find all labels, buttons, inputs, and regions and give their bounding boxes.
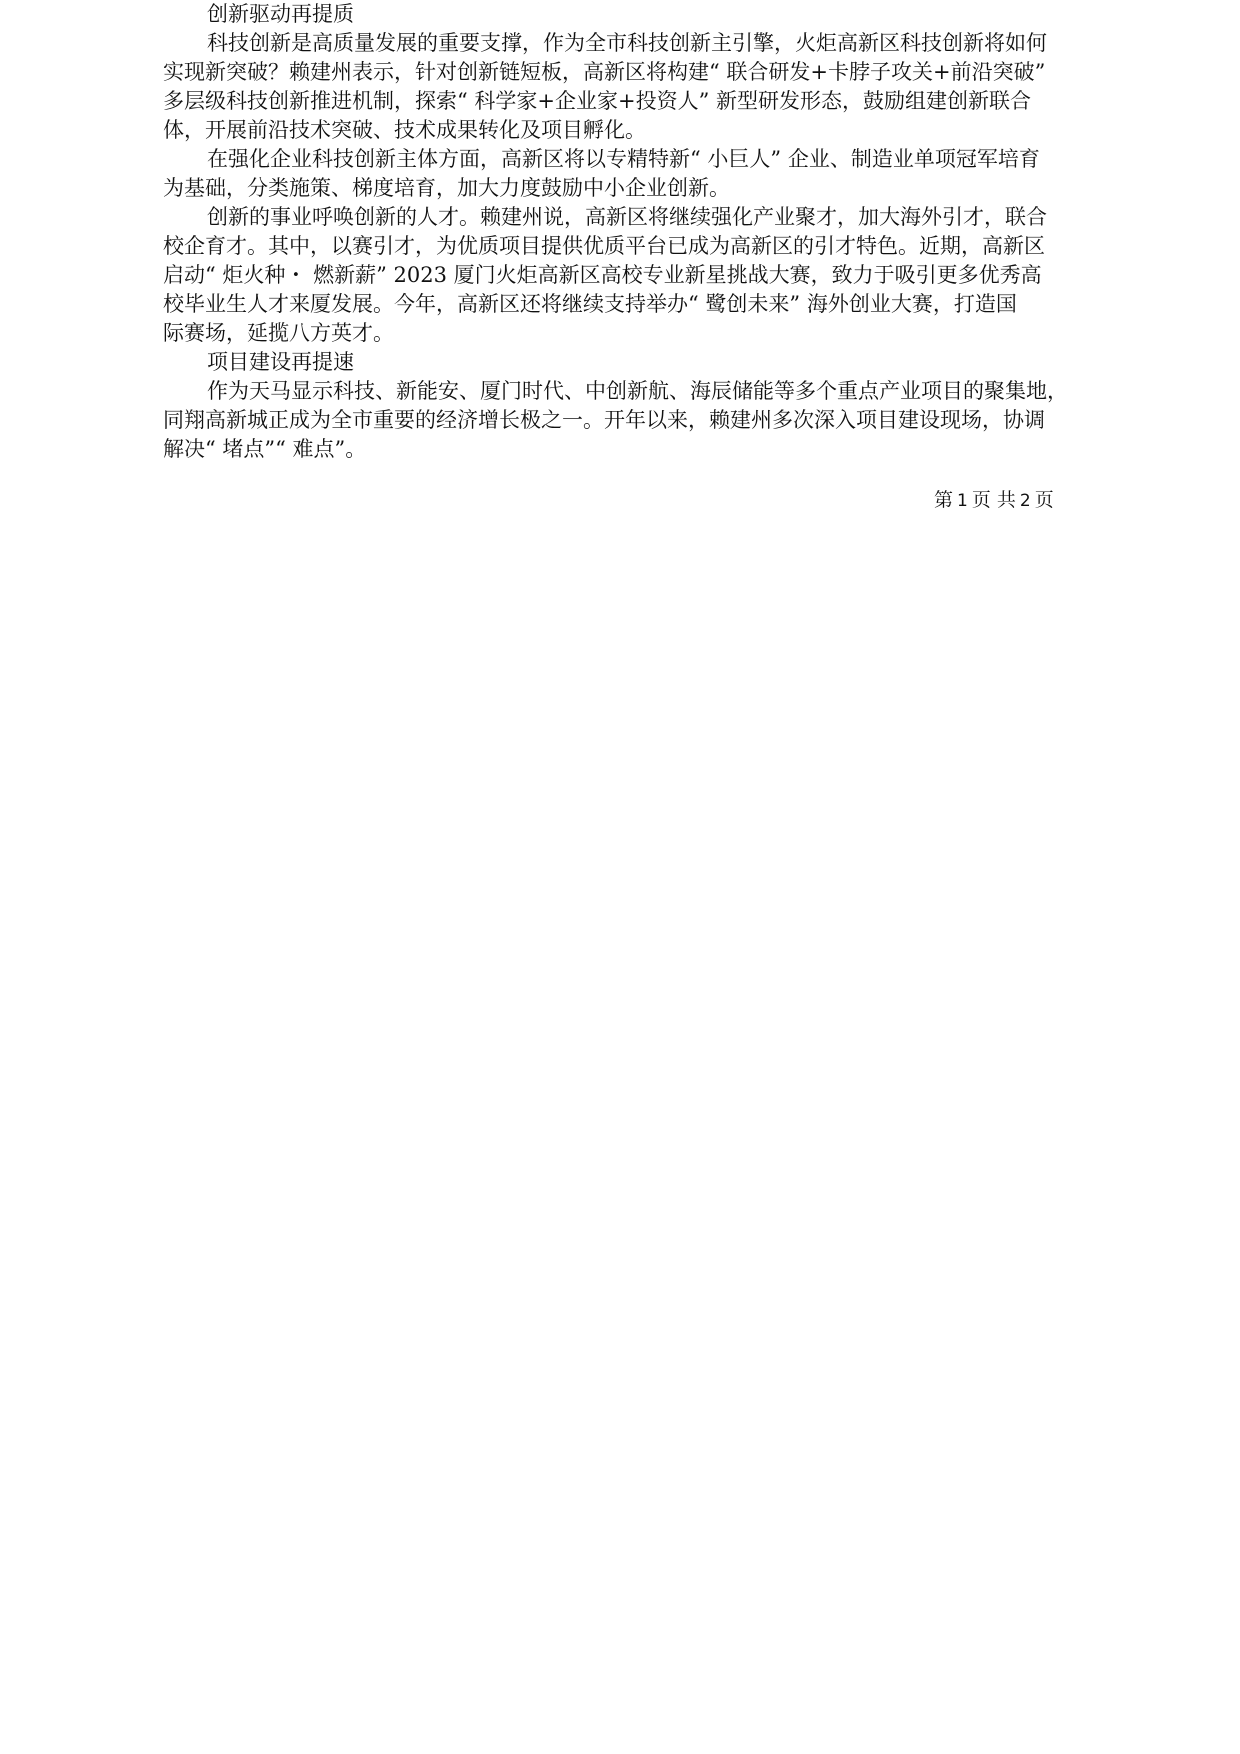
paragraph-line: 实现新突破？赖建州表示，针对创新链短板，高新区将构建“ 联合研发+卡脖子攻关+前沿突破” xyxy=(163,60,1046,84)
paragraph-enterprise-innovation xyxy=(163,145,1085,203)
paragraph-tech-innovation xyxy=(163,29,1085,145)
page-number-footer xyxy=(934,487,1054,514)
paragraph-line: 校企育才。其中，以赛引才，为优质项目提供优质平台已成为高新区的引才特色。近期，高新区 xyxy=(163,234,1045,258)
paragraph-line: 在强化企业科技创新主体方面，高新区将以专精特新“ 小巨人” 企业、制造业单项冠军培育 xyxy=(207,147,1040,171)
section-heading-innovation: 创新驱动再提质 xyxy=(207,2,354,26)
paragraph-line: 校毕业生人才来厦发展。今年，高新区还将继续支持举办“ 鹭创未来” 海外创业大赛，打造国 xyxy=(163,292,1017,316)
document-body xyxy=(163,0,1085,464)
paragraph-projects xyxy=(163,377,1085,464)
paragraph-line: 启动“ 炬火种・ 燃新薪” 2023 厦门火炬高新区高校专业新星挑战大赛，致力于吸引更多优秀高 xyxy=(163,263,1042,287)
paragraph-talent xyxy=(163,203,1085,348)
paragraph-line: 作为天马显示科技、新能安、厦门时代、中创新航、海辰储能等多个重点产业项目的聚集地， xyxy=(207,379,1068,403)
paragraph-line: 际赛场，延揽八方英才。 xyxy=(163,321,394,345)
paragraph-line: 解决“ 堵点”“ 难点”。 xyxy=(163,437,367,461)
page-word: 页 xyxy=(971,489,991,511)
total-suffix: 页 xyxy=(1034,489,1054,511)
paragraph-line: 同翔高新城正成为全市重要的经济增长极之一。开年以来，赖建州多次深入项目建设现场，协调 xyxy=(163,408,1045,432)
paragraph-line: 科技创新是高质量发展的重要支撑，作为全市科技创新主引擎，火炬高新区科技创新将如何 xyxy=(207,31,1047,55)
total-page-count: 2 xyxy=(1019,491,1031,511)
paragraph-line: 体，开展前沿技术突破、技术成果转化及项目孵化。 xyxy=(163,118,646,142)
paragraph-line: 为基础，分类施策、梯度培育，加大力度鼓励中小企业创新。 xyxy=(163,176,730,200)
current-page-number: 1 xyxy=(957,491,968,511)
page-prefix: 第 xyxy=(934,489,954,511)
total-prefix: 共 xyxy=(996,489,1016,511)
paragraph-line: 多层级科技创新推进机制，探索“ 科学家+企业家+投资人” 新型研发形态，鼓励组建创新联合 xyxy=(163,89,1032,113)
paragraph-line: 创新的事业呼唤创新的人才。赖建州说，高新区将继续强化产业聚才，加大海外引才，联合 xyxy=(207,205,1047,229)
section-heading-projects: 项目建设再提速 xyxy=(207,350,354,374)
